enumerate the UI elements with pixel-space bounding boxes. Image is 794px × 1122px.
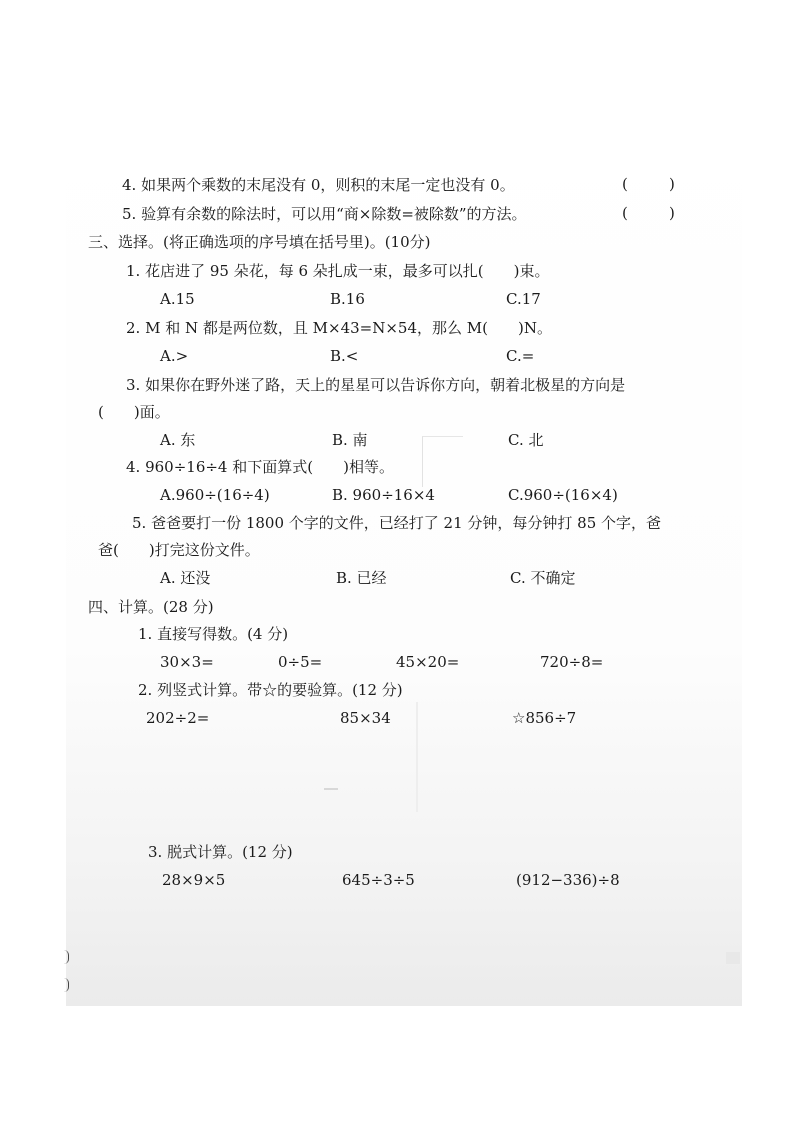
choice-option-b: B. 南 (332, 431, 368, 449)
calc-part-3-title: 3. 脱式计算。(12 分) (148, 843, 293, 861)
answer-paren-close: ) (669, 204, 675, 222)
answer-paren-open: ( (622, 204, 628, 222)
stepwise-calc-item: (912−336)÷8 (516, 871, 620, 889)
section-heading-choice: 三、选择。(将正确选项的序号填在括号里)。(10分) (88, 233, 431, 251)
choice-option-a: A. 东 (160, 431, 196, 449)
choice-option-b: B.< (330, 347, 359, 365)
choice-option-b: B.16 (330, 290, 365, 308)
choice-option-a: A.15 (160, 290, 195, 308)
judge-question-5: 5. 验算有余数的除法时，可以用“商×除数=被除数”的方法。 (122, 205, 527, 223)
answer-paren-close: ) (669, 175, 675, 193)
choice-option-a: A.960÷(16÷4) (160, 486, 270, 504)
choice-question-1: 1. 花店进了 95 朵花，每 6 朵扎成一束，最多可以扎( )束。 (126, 262, 550, 280)
choice-question-2: 2. M 和 N 都是两位数，且 M×43=N×54，那么 M( )N。 (126, 319, 552, 337)
stepwise-calc-item: 645÷3÷5 (342, 871, 415, 889)
choice-question-3-line2: ( )面。 (98, 403, 170, 421)
choice-option-b: B. 960÷16×4 (332, 486, 435, 504)
scan-smudge (416, 702, 418, 812)
choice-option-a: A.> (160, 347, 189, 365)
scan-smudge (324, 788, 338, 790)
calc-part-2-title: 2. 列竖式计算。带☆的要验算。(12 分) (138, 681, 403, 699)
answer-paren-open: ( (622, 175, 628, 193)
choice-question-3: 3. 如果你在野外迷了路，天上的星星可以告诉你方向，朝着北极星的方向是 (126, 376, 626, 394)
oral-calc-item: 720÷8= (540, 653, 604, 671)
oral-calc-item: 0÷5= (278, 653, 323, 671)
scanned-worksheet (66, 112, 742, 1006)
oral-calc-item: 30×3= (160, 653, 214, 671)
choice-option-c: C.17 (506, 290, 541, 308)
choice-option-a: A. 还没 (160, 569, 211, 587)
choice-question-5-line2: 爸( )打完这份文件。 (98, 541, 260, 559)
stepwise-calc-item: 28×9×5 (162, 871, 226, 889)
choice-option-b: B. 已经 (336, 569, 387, 587)
choice-option-c: C. 北 (508, 431, 544, 449)
vertical-calc-item: 85×34 (340, 709, 391, 727)
calc-part-1-title: 1. 直接写得数。(4 分) (138, 625, 289, 643)
choice-question-5: 5. 爸爸要打一份 1800 个字的文件，已经打了 21 分钟，每分钟打 85 个字，爸 (132, 514, 662, 532)
scan-smudge (726, 952, 740, 964)
section-heading-calc: 四、计算。(28 分) (88, 598, 214, 616)
choice-option-c: C.960÷(16×4) (508, 486, 618, 504)
scan-smudge (422, 436, 463, 487)
vertical-calc-item: 202÷2= (146, 709, 210, 727)
choice-option-c: C.= (506, 347, 535, 365)
judge-question-4: 4. 如果两个乘数的末尾没有 0，则积的末尾一定也没有 0。 (122, 176, 515, 194)
vertical-calc-item: ☆856÷7 (512, 709, 577, 727)
choice-option-c: C. 不确定 (510, 569, 576, 587)
choice-question-4: 4. 960÷16÷4 和下面算式( )相等。 (126, 458, 394, 476)
oral-calc-item: 45×20= (396, 653, 460, 671)
